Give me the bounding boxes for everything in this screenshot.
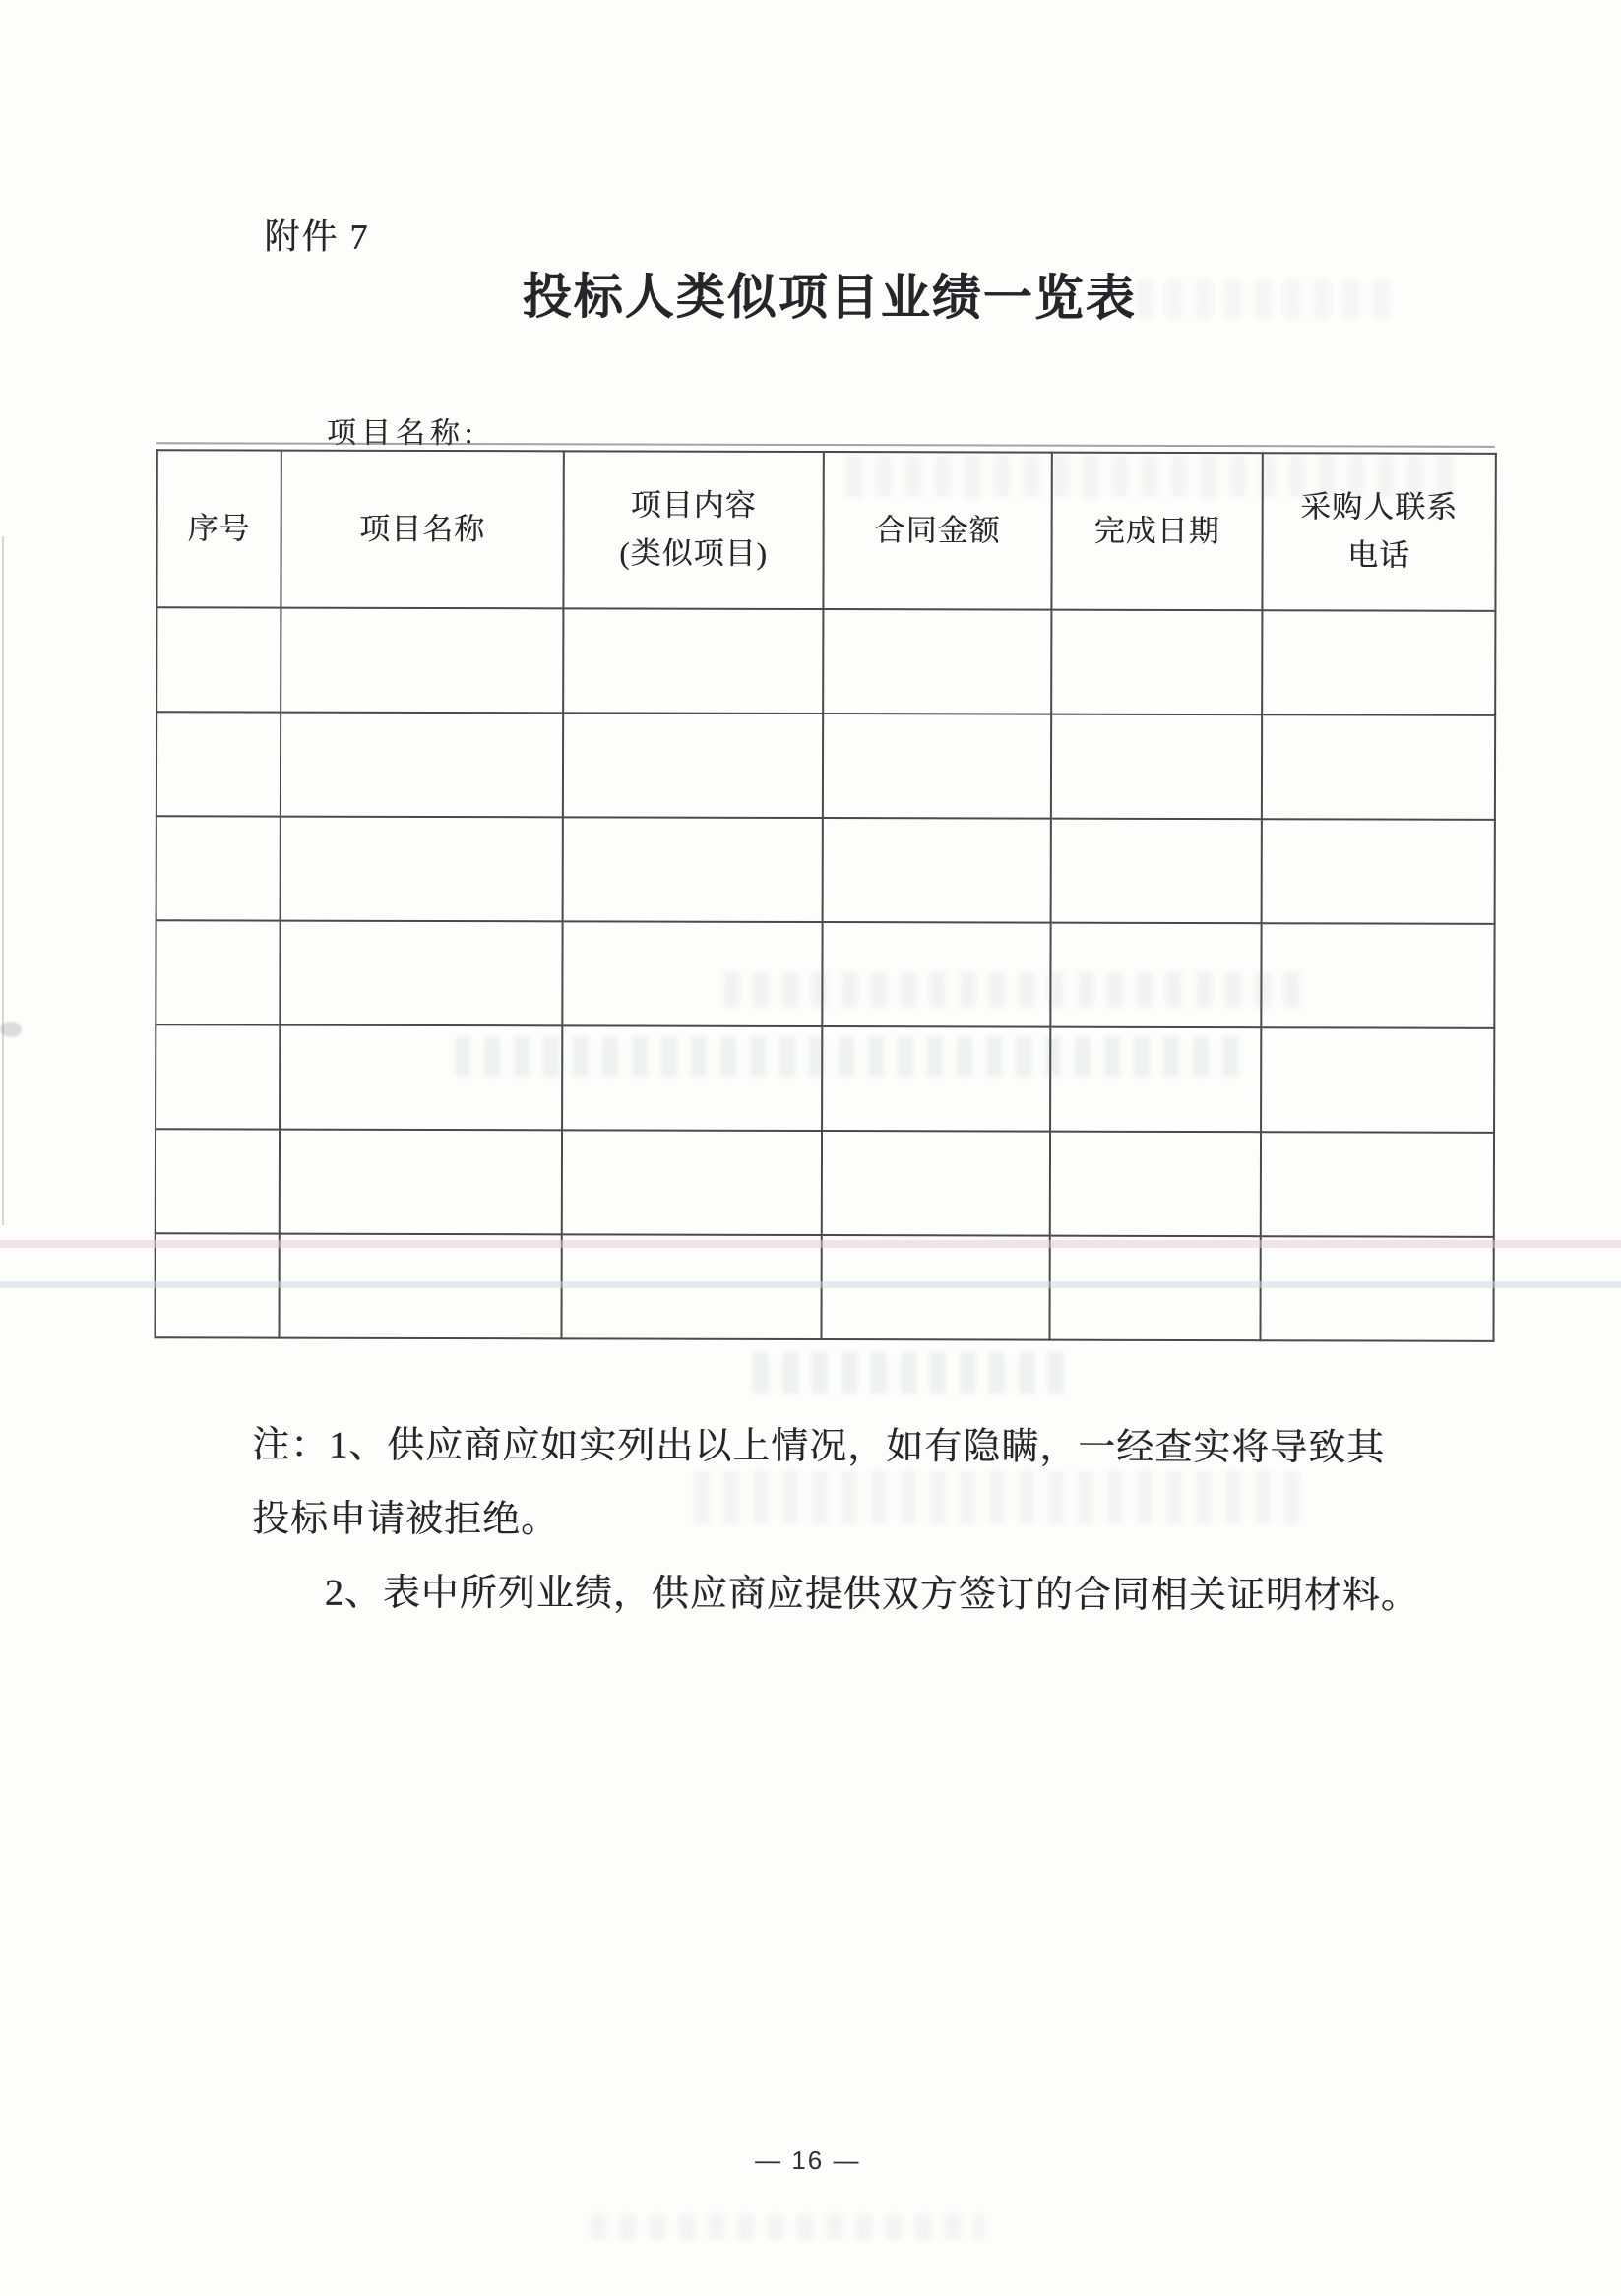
table-cell: [1261, 923, 1494, 1028]
performance-table: [154, 449, 1496, 1342]
table-cell: [279, 1234, 561, 1339]
table-cell: [822, 1131, 1050, 1236]
table-cell: [156, 1024, 280, 1129]
header-cell-contract-amount: [823, 452, 1051, 610]
table-body: [155, 607, 1495, 1341]
table-row: [156, 1024, 1494, 1133]
header-cell-serial-number: [156, 450, 281, 607]
table-cell: [563, 608, 823, 714]
header-cell-project-content: [563, 451, 823, 609]
header-label-line2: 电话: [1347, 537, 1411, 573]
header-label: 采购人联系: [1300, 489, 1459, 525]
page-edge-smudge: [0, 1022, 22, 1037]
table-cell: [823, 609, 1051, 714]
table-cell: [561, 1234, 821, 1339]
table-row: [156, 712, 1495, 820]
table-cell: [1051, 610, 1262, 715]
header-cell-purchaser-contact-phone: [1262, 453, 1495, 611]
table-cell: [1050, 923, 1261, 1028]
table-cell: [1051, 714, 1262, 820]
table-cell: [822, 1026, 1050, 1132]
table-cell: [281, 817, 563, 922]
table-row: [156, 1129, 1494, 1237]
table-cell: [156, 1129, 280, 1233]
attachment-label: 附件 7: [264, 217, 370, 257]
note-line-1: 注：1、供应商应如实列出以上情况，如有隐瞒，一经查实将导致其: [252, 1424, 1386, 1469]
table-cell: [1262, 714, 1495, 820]
note-line-3: 2、表中所列业绩，供应商应提供双方签订的合同相关证明材料。: [324, 1572, 1419, 1617]
table-cell: [562, 1025, 822, 1131]
table-row: [155, 1233, 1493, 1341]
table-cell: [563, 817, 823, 922]
table-header-row: [156, 450, 1495, 611]
header-label: 完成日期: [1093, 513, 1220, 548]
header-label: 项目名称: [359, 511, 486, 546]
header-label: 序号: [187, 510, 251, 546]
table-cell: [1049, 1236, 1260, 1341]
header-label-line2: (类似项目): [619, 535, 768, 571]
table-cell: [281, 608, 563, 714]
table-cell: [821, 1235, 1049, 1340]
table-cell: [280, 1130, 562, 1235]
table-cell: [281, 713, 563, 818]
table-cell: [156, 712, 281, 816]
table-cell: [1261, 1027, 1494, 1133]
note-line-2: 投标申请被拒绝。: [251, 1498, 560, 1541]
table-cell: [1050, 1027, 1261, 1133]
table-cell: [1050, 1132, 1261, 1237]
table-row: [156, 920, 1494, 1028]
page-edge-line: [2, 536, 4, 1225]
header-label: 合同金额: [874, 512, 1001, 548]
header-cell-project-name: [281, 451, 563, 609]
table-cell: [1261, 1132, 1494, 1237]
table-cell: [156, 607, 281, 712]
header-cell-completion-date: [1051, 453, 1262, 611]
table-cell: [563, 713, 823, 818]
table-cell: [1262, 610, 1495, 715]
page-number: — 16 —: [755, 2144, 861, 2176]
header-label: 项目内容: [630, 487, 757, 523]
table-cell: [280, 921, 562, 1026]
table-cell: [155, 1233, 279, 1337]
table-cell: [823, 714, 1051, 819]
table-cell: [1262, 819, 1495, 924]
table-cell: [822, 922, 1050, 1027]
table-row: [156, 607, 1495, 715]
table-row: [156, 816, 1495, 924]
table-cell: [562, 921, 822, 1026]
table-cell: [1260, 1236, 1493, 1341]
table-cell: [156, 816, 281, 920]
document-title: 投标人类似项目业绩一览表: [522, 269, 1137, 326]
table-cell: [156, 920, 280, 1024]
table-cell: [280, 1025, 562, 1131]
project-name-label: 项目名称:: [326, 416, 478, 451]
table-cell: [823, 818, 1051, 923]
table-cell: [562, 1130, 822, 1235]
table-cell: [1051, 819, 1262, 924]
